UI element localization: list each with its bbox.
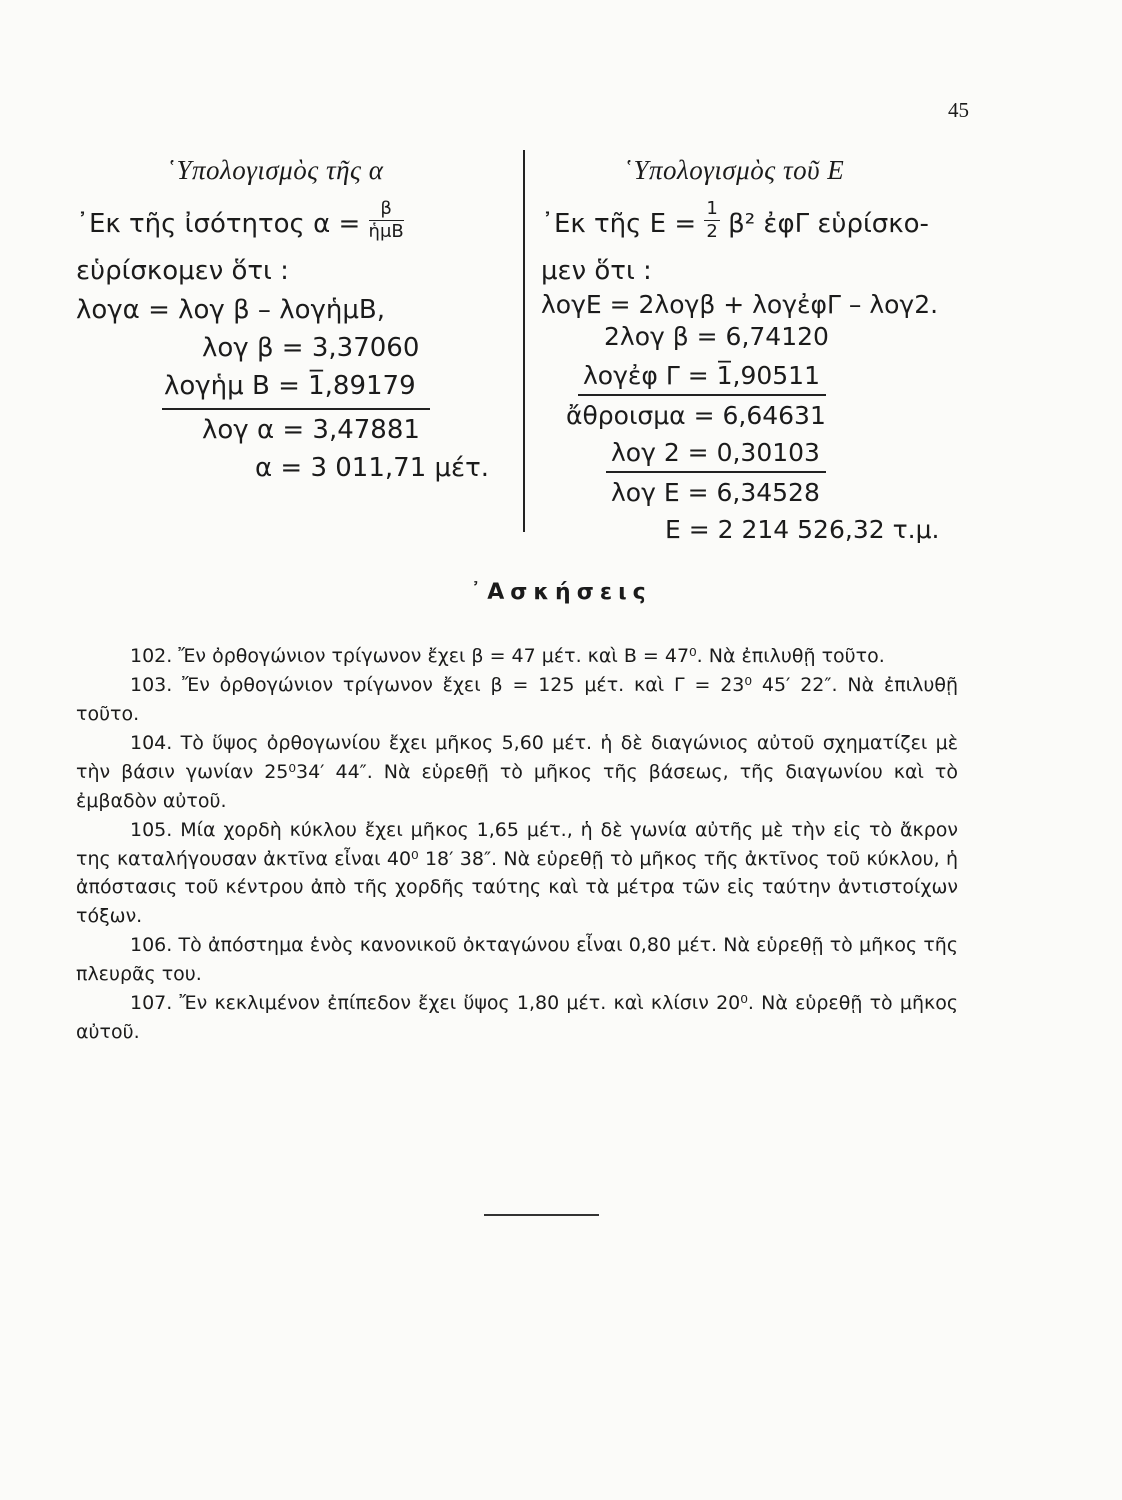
left-line7: α = 3 011,71 μέτ. — [255, 453, 490, 483]
right-line9: Ε = 2 214 526,32 τ.μ. — [665, 515, 940, 544]
left-heading: ῾Υπολογισμὸς τῆς α — [167, 155, 384, 185]
right-line3: λογΕ = 2λογβ + λογἐφΓ – λογ2. — [541, 290, 939, 319]
right-line7: λογ 2 = 0,30103 — [611, 438, 820, 467]
left-fraction-denominator: ἡμΒ — [368, 221, 404, 242]
right-line5: λογἐφ Γ = 1̅,90511 — [583, 361, 820, 390]
exercises-title: ᾽Ασκήσεις — [470, 580, 652, 605]
exercise-106: 106. Τὸ ἀπόστημα ἑνὸς κανονικοῦ ὀκταγώνου εἶναι 0,80 μέτ. Νὰ εὑρεθῇ τὸ μῆκος τῆς πλευρᾶς του. — [76, 934, 958, 985]
left-line4: λογ β = 3,37060 — [202, 333, 420, 363]
left-fraction-numerator: β — [369, 200, 404, 221]
right-line1 — [541, 198, 929, 245]
right-line8: λογ Ε = 6,34528 — [611, 478, 820, 507]
left-sum-rule — [162, 408, 430, 410]
right-sum-rule — [578, 394, 826, 396]
right-fraction-denominator: 2 — [706, 221, 718, 242]
right-heading: ῾Υπολογισμὸς τοῦ Ε — [624, 155, 845, 185]
page-number: 45 — [948, 98, 969, 122]
right-fraction-numerator: 1 — [706, 198, 718, 219]
end-rule — [484, 1214, 599, 1216]
right-line2: μεν ὅτι : — [541, 256, 652, 286]
left-line3: λογα = λογ β – λογἡμΒ, — [76, 295, 386, 325]
right-diff-rule — [606, 471, 826, 473]
right-line4: 2λογ β = 6,74120 — [604, 322, 829, 351]
left-line6: λογ α = 3,47881 — [202, 415, 420, 445]
right-fraction — [704, 200, 719, 241]
left-fraction — [369, 200, 404, 241]
left-line1 — [76, 198, 404, 245]
right-line6: ἄθροισμα = 6,64631 — [566, 401, 826, 430]
left-line1-text: ᾽Εκ τῆς ἰσότητος α = — [76, 209, 361, 239]
column-divider — [523, 150, 525, 532]
exercise-104: 104. Τὸ ὕψος ὀρθογωνίου ἔχει μῆκος 5,60 μέτ. ἡ δὲ διαγώνιος αὐτοῦ σχηματίζει μὲ τὴν βάσιν γωνίαν 25⁰34′ 44″. Νὰ εὑρεθῇ τὸ μῆκος τῆς βάσεως, τῆς διαγωνίου καὶ τὸ ἐμβαδὸν αὐτοῦ. — [76, 732, 958, 812]
exercises-list — [76, 642, 958, 1047]
left-line2: εὑρίσκομεν ὅτι : — [76, 256, 289, 286]
right-line1-post: β² ἐφΓ εὑρίσκο- — [728, 209, 929, 239]
right-line1-pre: ᾽Εκ τῆς Ε = — [541, 209, 697, 239]
left-line5: λογἡμ Β = 1̅,89179 — [164, 371, 416, 401]
exercise-107: 107. Ἔν κεκλιμένον ἐπίπεδον ἔχει ὕψος 1,80 μέτ. καὶ κλίσιν 20⁰. Νὰ εὑρεθῇ τὸ μῆκος αὐτοῦ. — [76, 992, 958, 1043]
exercise-103: 103. Ἔν ὀρθογώνιον τρίγωνον ἔχει β = 125 μέτ. καὶ Γ = 23⁰ 45′ 22″. Νὰ ἐπιλυθῇ τοῦτο. — [76, 674, 958, 725]
exercise-105: 105. Μία χορδὴ κύκλου ἔχει μῆκος 1,65 μέτ., ἡ δὲ γωνία αὐτῆς μὲ τὴν εἰς τὸ ἄκρον της καταλήγουσαν ἀκτῖνα εἶναι 40⁰ 18′ 38″. Νὰ εὑρεθῇ τὸ μῆκος τῆς ἀκτῖνος τοῦ κύκλου, ἡ ἀπόστασις τοῦ κέντρου ἀπὸ τῆς χορδῆς ταύτης καὶ τὰ μέτρα τῶν εἰς ταύτην ἀντιστοίχων τόξων. — [76, 818, 958, 927]
exercise-102: 102. Ἔν ὀρθογώνιον τρίγωνον ἔχει β = 47 μέτ. καὶ Β = 47⁰. Νὰ ἐπιλυθῇ τοῦτο. — [130, 645, 885, 667]
